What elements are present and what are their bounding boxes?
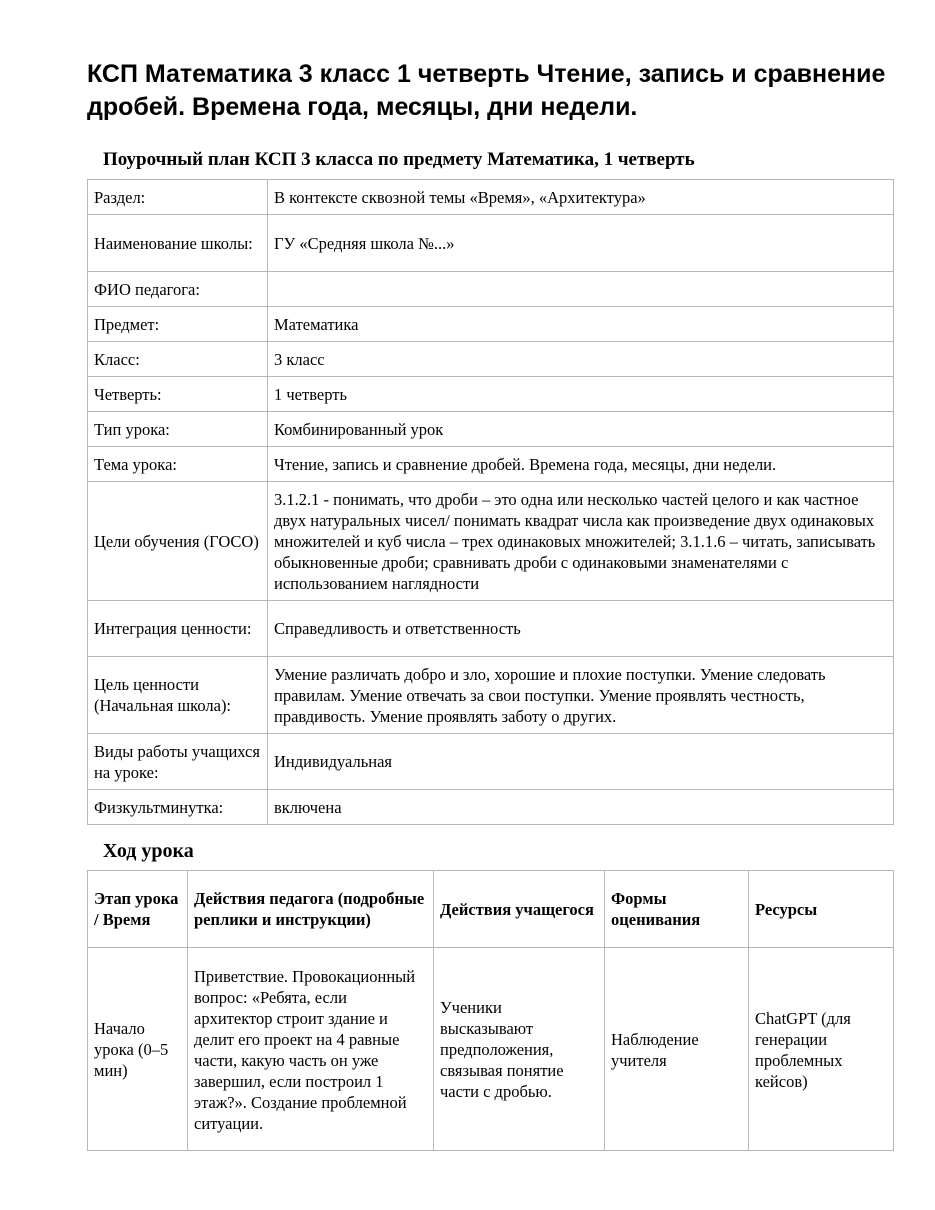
plan-row-lesson-type (88, 412, 894, 447)
plan-row-label: Четверть: (88, 377, 268, 412)
plan-row-value: включена (268, 790, 894, 825)
column-header-assessment: Формы оценивания (605, 871, 749, 948)
plan-row-label: Цель ценности (Начальная школа): (88, 657, 268, 734)
plan-row-learning-goals (88, 482, 894, 601)
column-header-resources: Ресурсы (749, 871, 894, 948)
lesson-resources-cell: ChatGPT (для генерации проблемных кейсов) (749, 948, 894, 1151)
plan-row-value: В контексте сквозной темы «Время», «Архитектура» (268, 180, 894, 215)
column-header-stage: Этап урока / Время (88, 871, 188, 948)
column-header-student-actions: Действия учащегося (434, 871, 605, 948)
plan-row-label: Виды работы учащихся на уроке: (88, 734, 268, 790)
lesson-stage-cell: Начало урока (0–5 мин) (88, 948, 188, 1151)
plan-row-label: Физкультминутка: (88, 790, 268, 825)
document-title: КСП Математика 3 класс 1 четверть Чтение, запись и сравнение дробей. Времена года, месяцы, дни недели. (87, 60, 886, 121)
plan-row-value: Математика (268, 307, 894, 342)
plan-row-value: ГУ «Средняя школа №...» (268, 215, 894, 272)
plan-row-label: Раздел: (88, 180, 268, 215)
table-row (88, 948, 894, 1151)
plan-row-value: 1 четверть (268, 377, 894, 412)
plan-row-values-integration (88, 601, 894, 657)
plan-row-label: Тип урока: (88, 412, 268, 447)
lesson-assessment-cell: Наблюдение учителя (605, 948, 749, 1151)
plan-heading: Поурочный план КСП 3 класса по предмету Математика, 1 четверть (103, 149, 695, 170)
plan-row-quarter (88, 377, 894, 412)
plan-row-label: ФИО педагога: (88, 272, 268, 307)
plan-row-value: 3.1.2.1 - понимать, что дроби – это одна или несколько частей целого и как частное двух натуральных чисел/ понимать квадрат числа как произведение двух одинаковых множителей и куб числа – трех одинаковых множителей; 3.1.1.6 – читать, записывать обыкновенные дроби; сравнивать дроби с одинаковыми знаменателями с использованием наглядности (268, 482, 894, 601)
lesson-header-row (88, 871, 894, 948)
lesson-heading: Ход урока (103, 840, 194, 862)
plan-row-subject (88, 307, 894, 342)
lesson-table (87, 870, 894, 1151)
plan-row-class (88, 342, 894, 377)
plan-row-label: Класс: (88, 342, 268, 377)
plan-row-value: Комбинированный урок (268, 412, 894, 447)
plan-row-physical-break (88, 790, 894, 825)
plan-table (87, 179, 894, 825)
plan-row-value (268, 272, 894, 307)
plan-row-value: Справедливость и ответственность (268, 601, 894, 657)
plan-row-values-goal (88, 657, 894, 734)
plan-row-value: Индивидуальная (268, 734, 894, 790)
plan-row-label: Тема урока: (88, 447, 268, 482)
plan-row-value: Чтение, запись и сравнение дробей. Времена года, месяцы, дни недели. (268, 447, 894, 482)
plan-row-work-types (88, 734, 894, 790)
plan-row-label: Наименование школы: (88, 215, 268, 272)
lesson-student-cell: Ученики высказывают предположения, связывая понятие части с дробью. (434, 948, 605, 1151)
plan-row-lesson-topic (88, 447, 894, 482)
plan-row-label: Цели обучения (ГОСО) (88, 482, 268, 601)
plan-row-value: 3 класс (268, 342, 894, 377)
plan-row-school (88, 215, 894, 272)
lesson-teacher-cell: Приветствие. Провокационный вопрос: «Ребята, если архитектор строит здание и делит его проект на 4 равные части, какую часть он уже завершил, если построил 1 этаж?». Создание проблемной ситуации. (188, 948, 434, 1151)
plan-row-label: Интеграция ценности: (88, 601, 268, 657)
plan-row-section (88, 180, 894, 215)
plan-row-value: Умение различать добро и зло, хорошие и плохие поступки. Умение следовать правилам. Умение отвечать за свои поступки. Умение проявлять честность, правдивость. Умение проявлять заботу о других. (268, 657, 894, 734)
column-header-teacher-actions: Действия педагога (подробные реплики и инструкции) (188, 871, 434, 948)
plan-row-label: Предмет: (88, 307, 268, 342)
plan-row-teacher (88, 272, 894, 307)
